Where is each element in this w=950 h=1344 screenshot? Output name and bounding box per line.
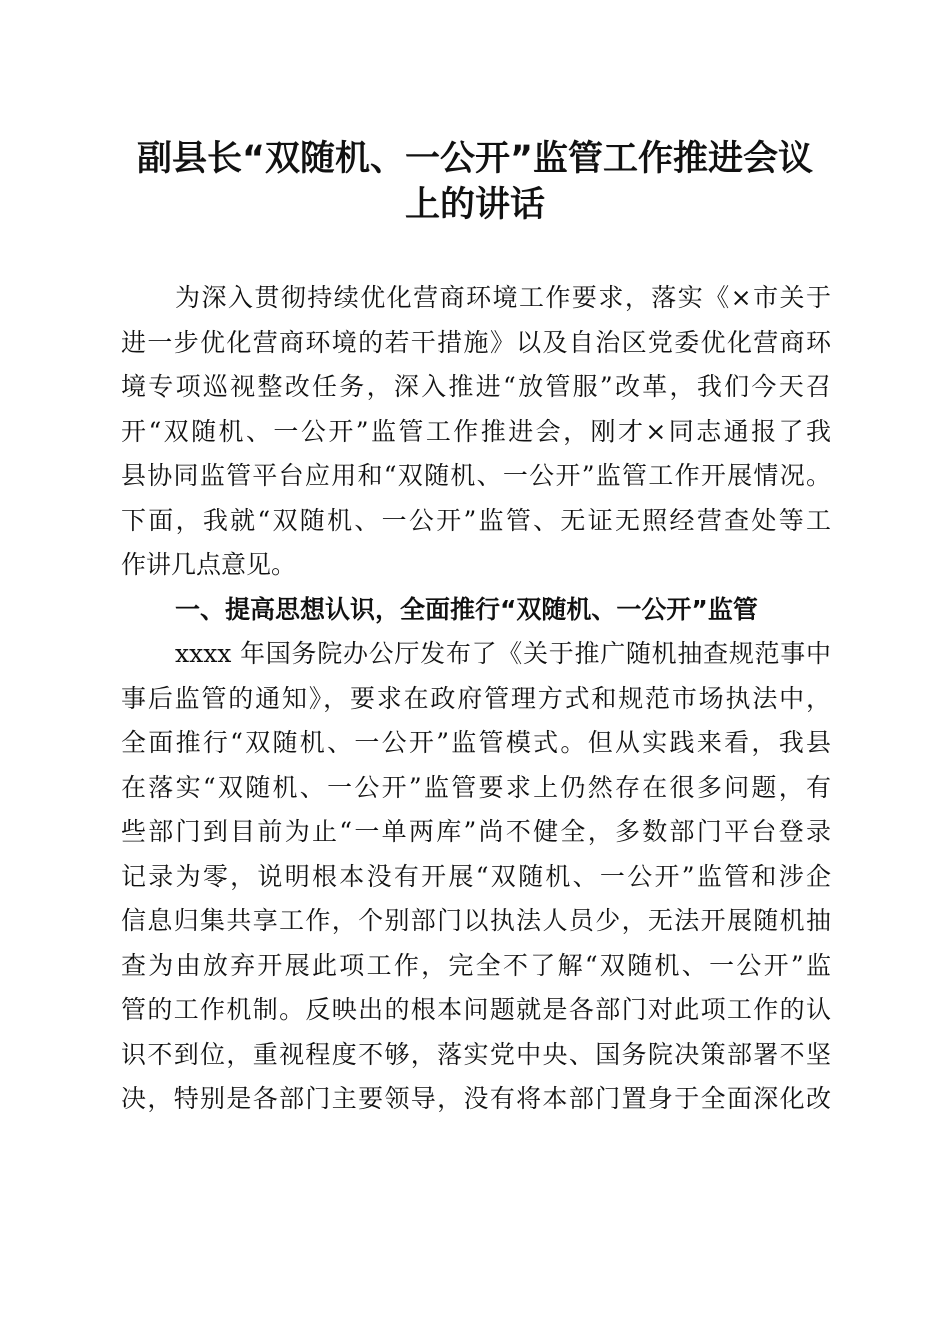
paragraph-1-line: 开“双随机、一公开”监管工作推进会，刚才×同志通报了我 (121, 416, 831, 446)
paragraph-1-line: 进一步优化营商环境的若干措施》以及自治区党委优化营商环 (121, 327, 831, 357)
paragraph-2-line: 在落实“双随机、一公开”监管要求上仍然存在很多问题，有 (121, 772, 831, 802)
title-line-2: 上的讲话 (404, 185, 545, 225)
document-title (100, 136, 850, 228)
paragraph-2-line: 识不到位，重视程度不够，落实党中央、国务院决策部署不坚 (121, 1039, 831, 1069)
paragraph-1-line: 下面，我就“双随机、一公开”监管、无证无照经营查处等工 (121, 505, 831, 535)
paragraph-1-line: 作讲几点意见。 (121, 550, 297, 579)
paragraph-2-line: 全面推行“双随机、一公开”监管模式。但从实践来看，我县 (121, 728, 831, 757)
paragraph-2-line: 事后监管的通知》，要求在政府管理方式和规范市场执法中， (121, 683, 831, 713)
title-line-1: 副县长“双随机、一公开”监管工作推进会议 (136, 139, 813, 179)
paragraph-2-line: 记录为零，说明根本没有开展“双随机、一公开”监管和涉企 (121, 861, 831, 891)
paragraph-2-line: 决，特别是各部门主要领导，没有将本部门置身于全面深化改 (121, 1084, 831, 1113)
document-body (121, 276, 831, 1122)
section-heading-1: 一、提高思想认识，全面推行“双随机、一公开”监管 (175, 594, 758, 624)
paragraph-1-line: 境专项巡视整改任务，深入推进“放管服”改革，我们今天召 (121, 372, 831, 401)
paragraph-2-line: 信息归集共享工作，个别部门以执法人员少，无法开展随机抽 (121, 906, 831, 935)
paragraph-2-line: 查为由放弃开展此项工作，完全不了解“双随机、一公开”监 (121, 950, 831, 980)
paragraph-1-line: 为深入贯彻持续优化营商环境工作要求，落实《×市关于 (175, 283, 831, 312)
paragraph-2-line: xxxx 年国务院办公厅发布了《关于推广随机抽查规范事中 (175, 639, 831, 668)
paragraph-2-line: 管的工作机制。反映出的根本问题就是各部门对此项工作的认 (121, 995, 831, 1024)
paragraph-1-line: 县协同监管平台应用和“双随机、一公开”监管工作开展情况。 (121, 461, 831, 490)
paragraph-2-line: 些部门到目前为止“一单两库”尚不健全，多数部门平台登录 (121, 817, 831, 846)
